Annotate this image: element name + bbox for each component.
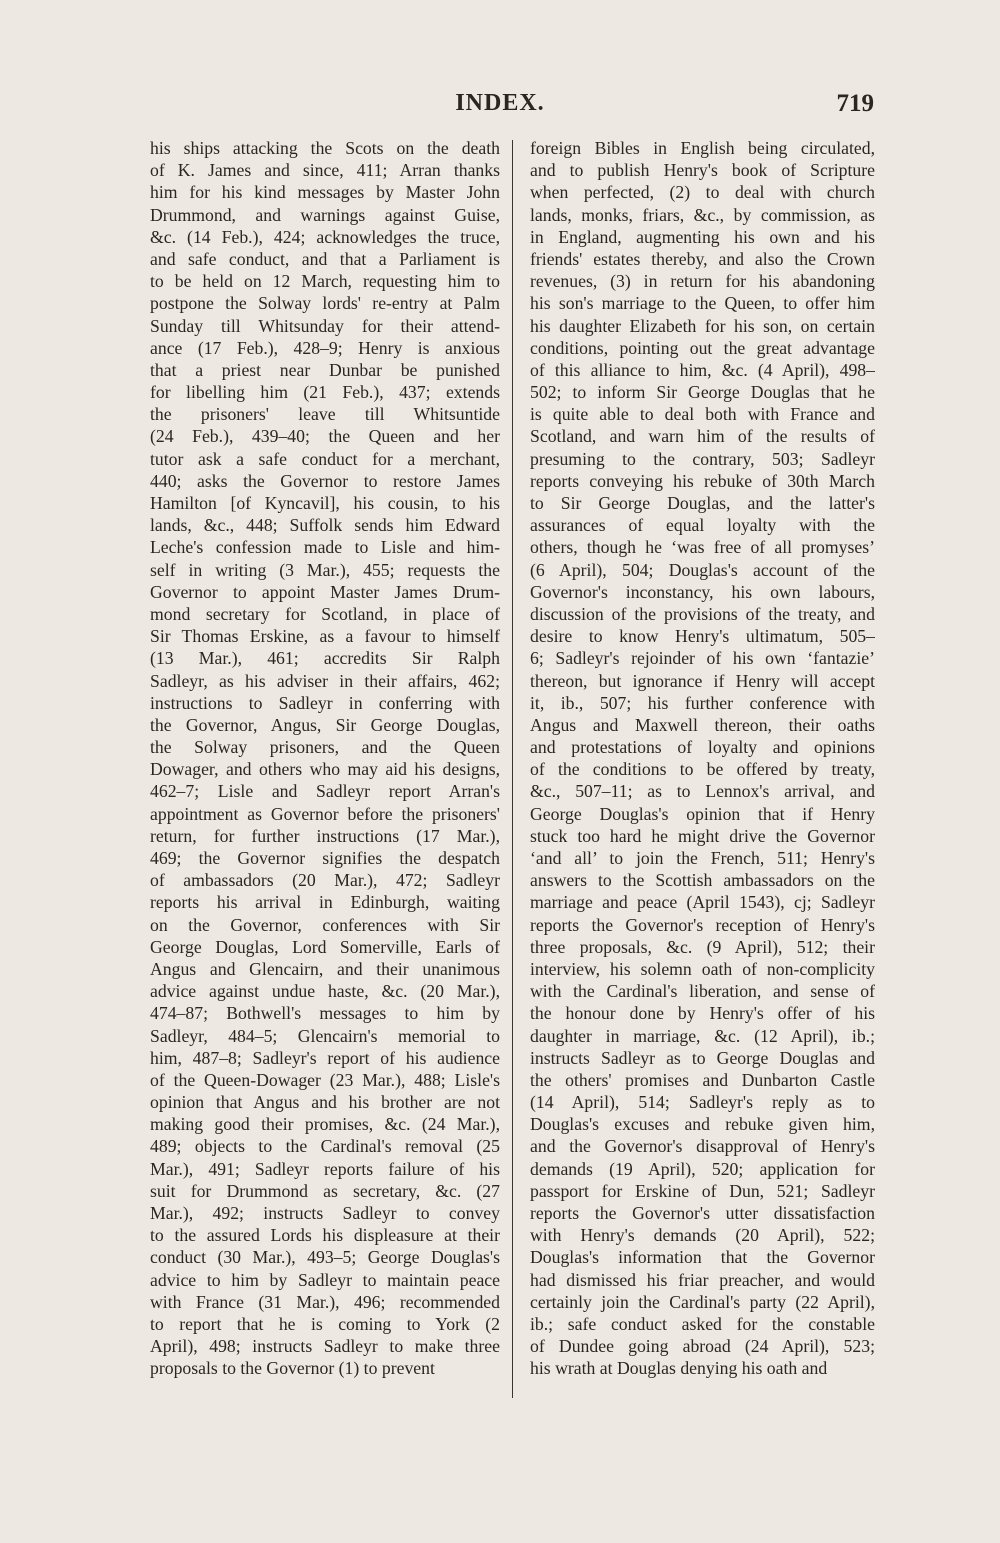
text-line: presuming to the contrary, 503; Sadleyr <box>530 448 875 469</box>
text-line: (6 April), 504; Douglas's account of the <box>530 559 875 580</box>
text-line: with Henry's demands (20 April), 522; <box>530 1225 875 1246</box>
text-line: (24 Feb.), 439–40; the Queen and her <box>150 426 500 447</box>
text-line: on the Governor, conferences with Sir <box>150 914 500 935</box>
text-line: is quite able to deal both with France and <box>530 404 875 425</box>
text-line: April), 498; instructs Sadleyr to make three <box>150 1336 500 1357</box>
text-line: Hamilton [of Kyncavil], his cousin, to his <box>150 493 500 513</box>
text-line: tutor ask a safe conduct for a merchant, <box>150 448 500 469</box>
text-line: Sadleyr, as his adviser in their affairs, 462; <box>150 670 500 691</box>
text-line: discussion of the provisions of the treaty, and <box>530 603 875 624</box>
text-line: of the Queen-Dowager (23 Mar.), 488; Lisle's <box>150 1069 500 1090</box>
text-line: it, ib., 507; his further conference with <box>530 692 875 713</box>
text-line: the Governor, Angus, Sir George Douglas, <box>150 714 500 735</box>
column-divider <box>512 140 513 1398</box>
text-line: Douglas's information that the Governor <box>530 1247 875 1268</box>
text-line: and protestations of loyalty and opinions <box>530 737 875 758</box>
page-header <box>0 90 1000 124</box>
text-line: when perfected, (2) to deal with church <box>530 182 875 203</box>
text-line: instructs Sadleyr as to George Douglas and <box>530 1047 875 1068</box>
text-line: to the assured Lords his displeasure at their <box>150 1225 500 1246</box>
text-line: passport for Erskine of Dun, 521; Sadleyr <box>530 1180 875 1201</box>
text-line: Dowager, and others who may aid his designs, <box>150 759 500 780</box>
text-line: instructions to Sadleyr in conferring with <box>150 692 500 713</box>
text-line: of Dundee going abroad (24 April), 523; <box>530 1336 875 1357</box>
text-line: Angus and Glencairn, and their unanimous <box>150 958 500 979</box>
text-line: his daughter Elizabeth for his son, on certain <box>530 315 875 336</box>
text-line: reports his arrival in Edinburgh, waiting <box>150 892 500 913</box>
text-line: Governor to appoint Master James Drum- <box>150 581 500 602</box>
text-line: foreign Bibles in English being circulated, <box>530 138 875 158</box>
text-line: his son's marriage to the Queen, to offer him <box>530 293 875 314</box>
text-line: postpone the Solway lords' re-entry at Palm <box>150 293 500 314</box>
text-line: in England, augmenting his own and his <box>530 226 875 247</box>
text-line: the others' promises and Dunbarton Castle <box>530 1069 875 1090</box>
text-line: of the conditions to be offered by treaty, <box>530 759 875 780</box>
text-line: assurances of equal loyalty with the <box>530 515 875 536</box>
text-line: to report that he is coming to York (2 <box>150 1313 500 1334</box>
text-line: advice against undue haste, &c. (20 Mar.), <box>150 981 500 1002</box>
text-line: daughter in marriage, &c. (12 April), ib.; <box>530 1025 875 1046</box>
page-number: 719 <box>836 90 874 117</box>
text-line: interview, his solemn oath of non-complicity <box>530 958 875 979</box>
text-line: reports the Governor's utter dissatisfaction <box>530 1203 875 1223</box>
text-line: the honour done by Henry's offer of his <box>530 1003 875 1024</box>
right-column <box>530 137 875 1380</box>
text-line: Sir Thomas Erskine, as a favour to himself <box>150 626 500 647</box>
text-line: reports conveying his rebuke of 30th March <box>530 470 875 491</box>
text-line: Scotland, and warn him of the results of <box>530 426 875 447</box>
text-line: with the Cardinal's liberation, and sense of <box>530 981 875 1002</box>
text-line: 462–7; Lisle and Sadleyr report Arran's <box>150 781 500 802</box>
text-line: Leche's confession made to Lisle and him- <box>150 537 500 558</box>
text-line: for libelling him (21 Feb.), 437; extends <box>150 382 500 403</box>
text-line: 469; the Governor signifies the despatch <box>150 848 500 868</box>
text-line: three proposals, &c. (9 April), 512; their <box>530 936 875 957</box>
text-line: to be held on 12 March, requesting him to <box>150 271 500 292</box>
text-line: making good their promises, &c. (24 Mar.), <box>150 1114 500 1135</box>
text-line: with France (31 Mar.), 496; recommended <box>150 1291 500 1312</box>
text-line: him for his kind messages by Master John <box>150 182 500 203</box>
text-line: opinion that Angus and his brother are not <box>150 1092 500 1113</box>
text-line: 6; Sadleyr's rejoinder of his own ‘fantazie’ <box>530 648 875 669</box>
text-line: &c. (14 Feb.), 424; acknowledges the truce, <box>150 226 500 247</box>
text-line: demands (19 April), 520; application for <box>530 1158 875 1179</box>
text-line: of K. James and since, 411; Arran thanks <box>150 160 500 181</box>
text-line: and the Governor's disapproval of Henry's <box>530 1136 875 1157</box>
text-line: the Solway prisoners, and the Queen <box>150 737 500 758</box>
text-line: the prisoners' leave till Whitsuntide <box>150 404 500 425</box>
text-line: lands, monks, friars, &c., by commission, as <box>530 204 875 225</box>
text-line: appointment as Governor before the prisoners' <box>150 803 500 824</box>
page-title: INDEX. <box>455 90 545 116</box>
text-line: revenues, (3) in return for his abandoning <box>530 271 875 292</box>
text-line: suit for Drummond as secretary, &c. (27 <box>150 1180 500 1201</box>
text-line: him, 487–8; Sadleyr's report of his audience <box>150 1047 500 1068</box>
text-line: certainly join the Cardinal's party (22 April), <box>530 1291 875 1312</box>
text-line: 474–87; Bothwell's messages to him by <box>150 1003 500 1024</box>
text-line: Mar.), 492; instructs Sadleyr to convey <box>150 1203 500 1223</box>
text-line: marriage and peace (April 1543), cj; Sadleyr <box>530 892 875 913</box>
text-line: ib.; safe conduct asked for the constable <box>530 1313 875 1334</box>
text-line: others, though he ‘was free of all promyses’ <box>530 537 875 558</box>
text-line: desire to know Henry's ultimatum, 505– <box>530 626 875 647</box>
text-line: of ambassadors (20 Mar.), 472; Sadleyr <box>150 870 500 891</box>
text-line: conduct (30 Mar.), 493–5; George Douglas's <box>150 1247 500 1268</box>
text-line: Douglas's excuses and rebuke given him, <box>530 1114 875 1135</box>
text-line: of this alliance to him, &c. (4 April), 498– <box>530 359 875 380</box>
text-line: (14 April), 514; Sadleyr's reply as to <box>530 1092 875 1113</box>
text-line: his ships attacking the Scots on the death <box>150 138 500 158</box>
text-line: self in writing (3 Mar.), 455; requests the <box>150 559 500 580</box>
text-line: that a priest near Dunbar be punished <box>150 359 500 380</box>
text-line: George Douglas, Lord Somerville, Earls of <box>150 936 500 957</box>
text-line: 502; to inform Sir George Douglas that he <box>530 382 875 403</box>
text-line: and safe conduct, and that a Parliament is <box>150 248 500 269</box>
text-line: his wrath at Douglas denying his oath and <box>530 1358 828 1379</box>
text-line: conditions, pointing out the great advantage <box>530 337 875 358</box>
text-line: Drummond, and warnings against Guise, <box>150 204 500 225</box>
text-line: Governor's inconstancy, his own labours, <box>530 581 875 602</box>
text-line: to Sir George Douglas, and the latter's <box>530 493 875 513</box>
text-line: friends' estates thereby, and also the Crown <box>530 248 875 269</box>
text-line: thereon, but ignorance if Henry will accept <box>530 670 875 691</box>
text-line: mond secretary for Scotland, in place of <box>150 603 500 624</box>
text-line: ance (17 Feb.), 428–9; Henry is anxious <box>150 337 500 358</box>
text-line: 489; objects to the Cardinal's removal (25 <box>150 1136 500 1157</box>
text-line: (13 Mar.), 461; accredits Sir Ralph <box>150 648 500 669</box>
text-line: George Douglas's opinion that if Henry <box>530 803 875 824</box>
text-line: Sadleyr, 484–5; Glencairn's memorial to <box>150 1025 500 1046</box>
text-line: lands, &c., 448; Suffolk sends him Edward <box>150 515 500 536</box>
text-line: answers to the Scottish ambassadors on the <box>530 870 875 891</box>
text-line: Angus and Maxwell thereon, their oaths <box>530 714 875 735</box>
text-line: 440; asks the Governor to restore James <box>150 470 500 491</box>
text-line: reports the Governor's reception of Henry's <box>530 914 875 935</box>
text-line: stuck too hard he might drive the Governor <box>530 825 875 846</box>
text-line: had dismissed his friar preacher, and would <box>530 1269 875 1290</box>
text-line: &c., 507–11; as to Lennox's arrival, and <box>530 781 875 802</box>
text-line: Mar.), 491; Sadleyr reports failure of his <box>150 1158 500 1179</box>
text-line: ‘and all’ to join the French, 511; Henry's <box>530 848 875 868</box>
text-line: proposals to the Governor (1) to prevent <box>150 1358 435 1379</box>
text-line: Sunday till Whitsunday for their attend- <box>150 315 500 336</box>
text-line: advice to him by Sadleyr to maintain peace <box>150 1269 500 1290</box>
text-line: and to publish Henry's book of Scripture <box>530 160 875 181</box>
text-line: return, for further instructions (17 Mar.), <box>150 825 500 846</box>
left-column <box>150 137 500 1380</box>
